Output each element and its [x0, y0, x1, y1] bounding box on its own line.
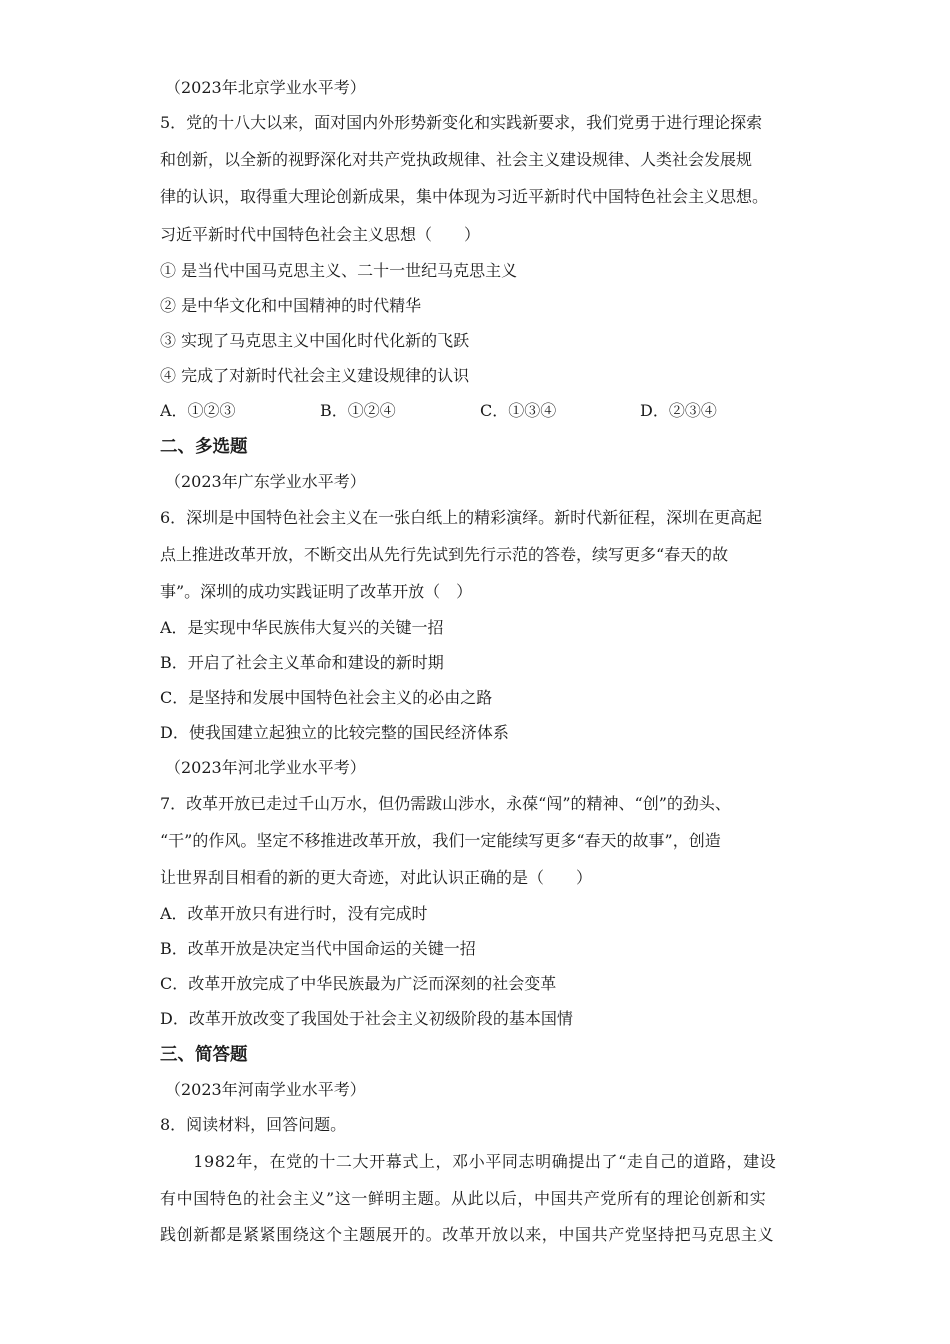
q5-source: （2023年北京学业水平考）	[165, 78, 366, 97]
q5-statement-1: ① 是当代中国马克思主义、二十一世纪马克思主义	[160, 261, 518, 280]
q7-stem-line: 让世界刮目相看的新的更大奇迹，对此认识正确的是（ ）	[160, 868, 593, 887]
section-heading-short-answer: 三、简答题	[160, 1045, 248, 1065]
q7-option-b[interactable]: B．改革开放是决定当代中国命运的关键一招	[160, 939, 476, 958]
q7-option-c[interactable]: C．改革开放完成了中华民族最为广泛而深刻的社会变革	[160, 974, 557, 993]
q8-source: （2023年河南学业水平考）	[165, 1080, 366, 1099]
q6-option-c[interactable]: C．是坚持和发展中国特色社会主义的必由之路	[160, 688, 493, 707]
q7-option-d[interactable]: D．改革开放改变了我国处于社会主义初级阶段的基本国情	[160, 1009, 573, 1028]
q6-option-a[interactable]: A．是实现中华民族伟大复兴的关键一招	[160, 618, 444, 637]
q5-option-d[interactable]: D．②③④	[640, 401, 717, 420]
q8-material-line: 有中国特色的社会主义”这一鲜明主题。从此以后，中国共产党所有的理论创新和实	[160, 1189, 767, 1208]
q5-stem-line: 律的认识，取得重大理论创新成果，集中体现为习近平新时代中国特色社会主义思想。	[160, 187, 769, 206]
q5-stem-line: 5．党的十八大以来，面对国内外形势新变化和实践新要求，我们党勇于进行理论探索	[160, 113, 763, 132]
q5-option-a[interactable]: A．①②③	[160, 401, 236, 420]
q6-source: （2023年广东学业水平考）	[165, 472, 366, 491]
q7-source: （2023年河北学业水平考）	[165, 758, 366, 777]
q7-stem-line: 7．改革开放已走过千山万水，但仍需跋山涉水，永葆“闯”的精神、“创”的劲头、	[160, 794, 731, 813]
section-heading-multiple-choice: 二、多选题	[160, 437, 248, 457]
q5-stem-line: 和创新，以全新的视野深化对共产党执政规律、社会主义建设规律、人类社会发展规	[160, 150, 753, 169]
q5-statement-3: ③ 实现了马克思主义中国化时代化新的飞跃	[160, 331, 470, 350]
q8-material-line: 1982年，在党的十二大开幕式上，邓小平同志明确提出了“走自己的道路，建设	[160, 1152, 777, 1171]
q5-options	[160, 401, 800, 421]
q6-stem-line: 事”。深圳的成功实践证明了改革开放（ ）	[160, 582, 473, 601]
q5-statement-2: ② 是中华文化和中国精神的时代精华	[160, 296, 422, 315]
q5-option-b[interactable]: B．①②④	[320, 401, 396, 420]
q8-stem: 8．阅读材料，回答问题。	[160, 1115, 347, 1134]
q7-option-a[interactable]: A．改革开放只有进行时，没有完成时	[160, 904, 428, 923]
q8-material-line: 践创新都是紧紧围绕这个主题展开的。改革开放以来，中国共产党坚持把马克思主义	[160, 1225, 775, 1244]
q6-stem-line: 6．深圳是中国特色社会主义在一张白纸上的精彩演绎。新时代新征程，深圳在更高起	[160, 508, 763, 527]
q7-stem-line: “干”的作风。坚定不移推进改革开放，我们一定能续写更多“春天的故事”，创造	[160, 831, 721, 850]
q5-statement-4: ④ 完成了对新时代社会主义建设规律的认识	[160, 366, 470, 385]
q6-option-b[interactable]: B．开启了社会主义革命和建设的新时期	[160, 653, 444, 672]
q5-option-c[interactable]: C．①③④	[480, 401, 557, 420]
q6-stem-line: 点上推进改革开放，不断交出从先行先试到先行示范的答卷，续写更多“春天的故	[160, 545, 729, 564]
q6-option-d[interactable]: D．使我国建立起独立的比较完整的国民经济体系	[160, 723, 509, 742]
q5-stem-line: 习近平新时代中国特色社会主义思想（ ）	[160, 225, 481, 244]
